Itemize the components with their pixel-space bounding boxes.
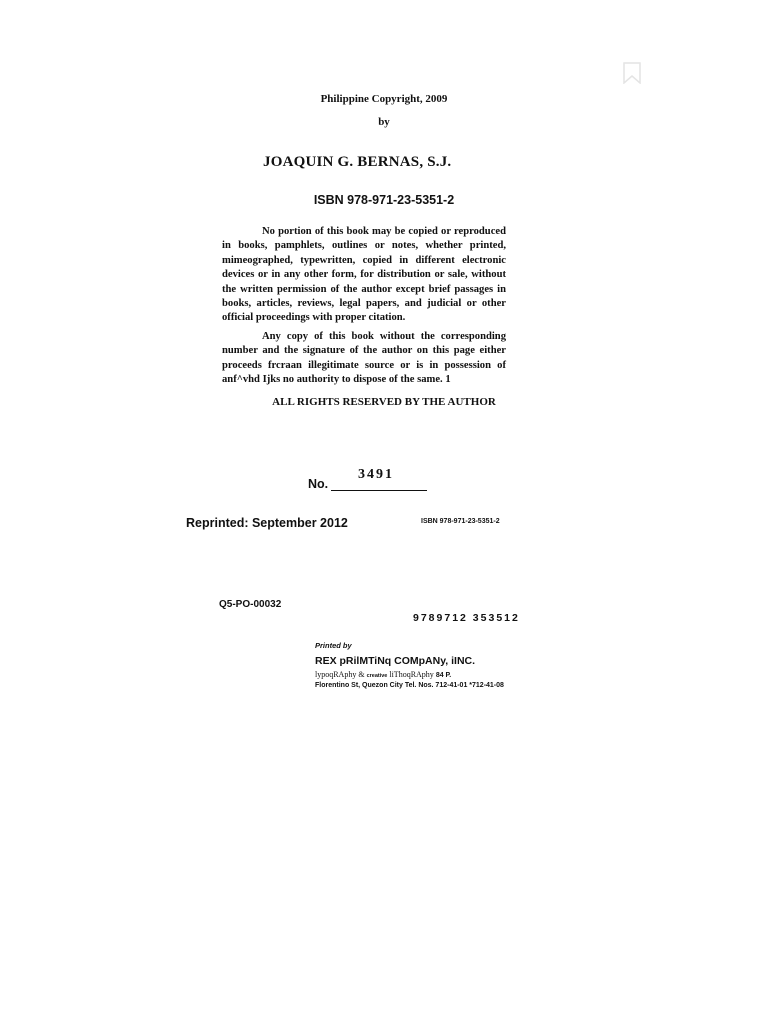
typography-text: lypoqRAphy & <box>315 670 365 679</box>
by-line: by <box>378 116 390 128</box>
isbn-main: ISBN 978-971-23-5351-2 <box>313 193 455 207</box>
copyright-line: Philippine Copyright, 2009 <box>320 93 448 105</box>
barcode-number: 9789712 353512 <box>413 612 520 624</box>
printed-by-label: Printed by <box>315 641 352 650</box>
reprint-date: Reprinted: September 2012 <box>186 516 348 530</box>
printer-name: REX pRilMTiNq COMpANy, iINC. <box>315 655 476 667</box>
creative-text: creative <box>366 673 388 679</box>
rights-reserved: ALL RIGHTS RESERVED BY THE AUTHOR <box>272 396 496 408</box>
bookmark-icon[interactable] <box>622 62 642 84</box>
isbn-small: ISBN 978-971-23-5351-2 <box>421 518 500 525</box>
notice-paragraph-2: Any copy of this book without the corresponding number and the signature of the author on this page either proceeds frcraan illegitimate source or is in possession of anf^vhd Ijks no authority to dispose of the same. 1 <box>222 331 506 386</box>
copy-number-underline <box>331 490 427 491</box>
copy-number-value: 3491 <box>358 467 394 482</box>
author-name: JOAQUIN G. BERNAS, S.J. <box>263 154 452 170</box>
printer-address: Florentino St, Quezon City Tel. Nos. 712-41-01 *712-41-08 <box>315 682 504 689</box>
copy-number-label: No. <box>308 477 329 491</box>
street-number: 84 P. <box>435 672 452 679</box>
printer-services <box>315 670 451 679</box>
notice-paragraph-1: No portion of this book may be copied or reproduced in books, pamphlets, outlines or notes, whether printed, mimeographed, typewritten, copied in different electronic devices or in any other form, for distribution or sale, without the written permission of the author except brief passages in books, articles, reviews, legal papers, and judicial or other official proceedings with proper citation. <box>222 226 506 324</box>
product-code: Q5-PO-00032 <box>219 599 282 610</box>
lithography-text: liThoqRAphy <box>389 670 434 679</box>
